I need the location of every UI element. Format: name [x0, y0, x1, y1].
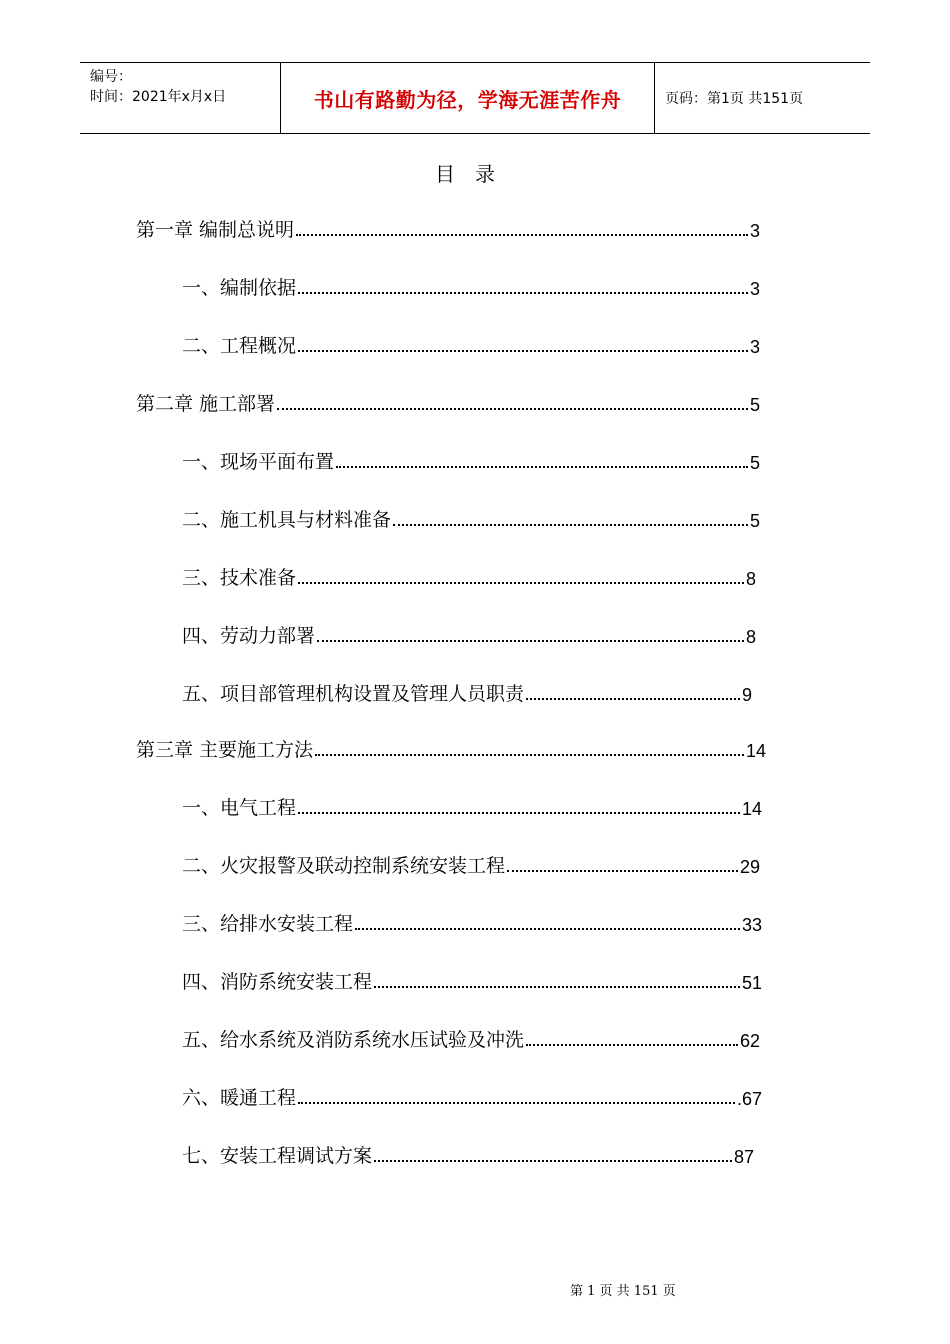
toc-entry-label: 四、消防系统安装工程: [182, 971, 373, 993]
toc-entry-page: .67: [736, 1089, 762, 1109]
toc-entry-page: 14: [745, 741, 766, 761]
toc-entry[interactable]: [136, 386, 760, 416]
toc-entry[interactable]: [182, 444, 760, 474]
toc-leader: [507, 869, 738, 872]
toc-entry-label: 第一章 编制总说明: [136, 219, 295, 241]
toc-leader: [298, 581, 744, 584]
toc-entry[interactable]: [182, 328, 760, 358]
toc-leader: [393, 523, 748, 526]
page-header: [80, 62, 870, 134]
toc-entry[interactable]: [136, 212, 760, 242]
toc-entry-label: 二、火灾报警及联动控制系统安装工程: [182, 855, 506, 877]
header-motto-cell: [281, 63, 655, 133]
toc-entry-page: 3: [749, 337, 760, 357]
motto: 书山有路勤为径，学海无涯苦作舟: [313, 87, 622, 112]
toc-entry[interactable]: [182, 906, 762, 936]
toc-entry[interactable]: [182, 1022, 760, 1052]
toc-entry-page: 5: [749, 395, 760, 415]
toc-leader: [526, 1043, 738, 1046]
toc-entry-page: 33: [741, 915, 762, 935]
toc-entry-page: 29: [739, 857, 760, 877]
toc-leader: [374, 985, 740, 988]
toc-entry-page: 8: [745, 627, 756, 647]
header-page-info: [655, 63, 870, 133]
toc-entry-label: 一、电气工程: [182, 797, 297, 819]
toc-entry-label: 四、劳动力部署: [182, 625, 316, 647]
toc-entry[interactable]: [182, 790, 762, 820]
toc-entry[interactable]: [182, 964, 762, 994]
toc-leader: [355, 927, 740, 930]
toc-entry-page: 9: [741, 685, 752, 705]
toc-leader: [298, 291, 748, 294]
toc-entry-label: 第三章 主要施工方法: [136, 739, 314, 761]
toc-entry-label: 五、给水系统及消防系统水压试验及冲洗: [182, 1029, 525, 1051]
toc-leader: [526, 697, 740, 700]
number-label: 编号：: [90, 69, 132, 85]
toc-entry-page: 14: [741, 799, 762, 819]
toc-entry-label: 三、技术准备: [182, 567, 297, 589]
toc-entry-page: 3: [749, 279, 760, 299]
toc-entry-label: 二、施工机具与材料准备: [182, 509, 392, 531]
toc-entry[interactable]: [182, 502, 760, 532]
toc-entry[interactable]: [182, 560, 756, 590]
toc-entry[interactable]: [136, 732, 766, 762]
toc-entry-label: 七、安装工程调试方案: [182, 1145, 373, 1167]
toc-entry[interactable]: [182, 676, 752, 706]
toc-leader: [296, 233, 748, 236]
toc-leader: [298, 349, 748, 352]
toc-entry-page: 87: [733, 1147, 754, 1167]
toc-entry-label: 第二章 施工部署: [136, 393, 276, 415]
page-info: 页码：第1页 共151页: [665, 91, 804, 107]
toc-leader: [298, 1101, 735, 1104]
toc-leader: [315, 753, 744, 756]
toc-entry-page: 5: [749, 511, 760, 531]
toc-entry[interactable]: [182, 1138, 754, 1168]
toc-leader: [336, 465, 748, 468]
toc-leader: [317, 639, 744, 642]
toc-entry-label: 一、现场平面布置: [182, 451, 335, 473]
toc-entry-page: 51: [741, 973, 762, 993]
toc-entry-label: 六、暖通工程: [182, 1087, 297, 1109]
toc-entry[interactable]: [182, 270, 760, 300]
toc-entry-page: 8: [745, 569, 756, 589]
toc-entry-page: 5: [749, 453, 760, 473]
toc-leader: [298, 811, 740, 814]
page-footer: 第 1 页 共 151 页: [570, 1284, 676, 1299]
toc-entry-label: 一、编制依据: [182, 277, 297, 299]
toc-entry-label: 三、给排水安装工程: [182, 913, 354, 935]
toc-entry[interactable]: [182, 618, 756, 648]
toc-entry[interactable]: [182, 1080, 762, 1110]
toc-leader: [277, 407, 748, 410]
toc-entry[interactable]: [182, 848, 760, 878]
toc-entry-label: 二、工程概况: [182, 335, 297, 357]
toc-entry-page: 3: [749, 221, 760, 241]
header-meta: [80, 63, 281, 133]
time-label: 时间：2021年x月x日: [90, 89, 227, 105]
toc-entry-page: 62: [739, 1031, 760, 1051]
toc-entry-label: 五、项目部管理机构设置及管理人员职责: [182, 683, 525, 705]
toc-leader: [374, 1159, 732, 1162]
toc-title: 目录: [435, 162, 515, 186]
